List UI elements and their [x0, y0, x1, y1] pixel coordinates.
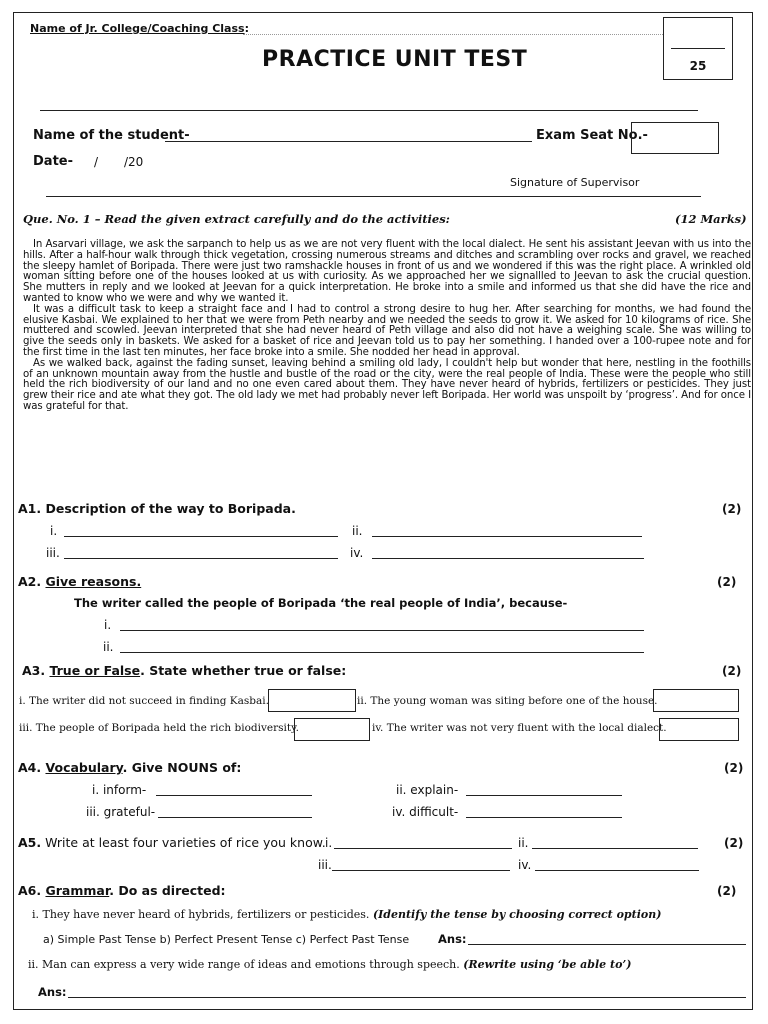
a1-heading: A1. Description of the way to Boripada.: [18, 501, 296, 516]
a4-word: iii. grateful-: [86, 805, 156, 819]
student-name-line[interactable]: [165, 141, 532, 142]
a3-answer-box[interactable]: [659, 718, 739, 741]
a3-heading: A3. True or False. State whether true or false:: [22, 663, 347, 678]
a4-answer-line[interactable]: [466, 817, 622, 818]
a3-statement: iii. The people of Boripada held the rich biodiversity.: [19, 722, 299, 734]
date-label: Date-: [33, 154, 73, 169]
college-label: Name of Jr. College/Coaching Class:: [30, 22, 249, 35]
a3-answer-box[interactable]: [268, 689, 356, 712]
passage-paragraph: As we walked back, against the fading sunset, leaving behind a smiling old lady, I couldn't help but wonder that here, nestling in the foothills of an unknown mountain away from the hustle and bustle of the road or the city, were the real people of India. These were the people who still held the rich biodiversity of our land and no one even cared about them. They have never heard of hybrids, fertilizers or pesticides. They just grew their rice and ate what they got. The old lady we met had probably never left Boripada. Her world was unspoilt by ‘progress’. And for once I was grateful for that.: [23, 357, 751, 412]
passage: [23, 240, 751, 413]
a2-heading: A2. Give reasons.: [18, 574, 142, 589]
a1-item-label: i.: [50, 524, 58, 538]
a6-heading: A6. Grammar. Do as directed:: [18, 883, 226, 898]
a2-item-label: i.: [104, 618, 112, 632]
a1-item-label: iv.: [350, 546, 364, 560]
a1-answer-line[interactable]: [372, 536, 642, 537]
a4-word: i. inform-: [92, 783, 147, 797]
a2-answer-line[interactable]: [120, 652, 644, 653]
a1-answer-line[interactable]: [64, 536, 338, 537]
passage-paragraph: In Asarvari village, we ask the sarpanch to help us as we are not very fluent with the local dialect. He sent his assistant Jeevan with us into the hills. After a half-hour walk through thick vegetation, crossing numerous streams and ditches and scrambling over rocks and gravel, we reached the sleepy hamlet of Boripada. There were just two ramshackle houses in front of us and we wondered if this was the right place. A wrinkled old woman sitting before one of the houses looked at us with curiosity. As we approached her we signallled to Jeevan to ask the crucial question. She mutters in reply and we looked at Jeevan for a quick interpretation. He broke into a smile and informed us that she did have the rice and wanted to know who we were and why we wanted it.: [23, 239, 751, 304]
a5-marks: (2): [724, 836, 744, 850]
page-title: PRACTICE UNIT TEST: [262, 47, 528, 72]
a5-item-label: iv.: [518, 858, 532, 872]
a5-item-label: ii.: [518, 836, 529, 850]
a5-answer-line[interactable]: [334, 848, 512, 849]
a4-word: ii. explain-: [396, 783, 459, 797]
student-name-label: Name of the student-: [33, 128, 190, 143]
exam-seat-label: Exam Seat No.-: [536, 128, 648, 143]
a2-item-label: ii.: [103, 640, 114, 654]
supervisor-signature-label: Signature of Supervisor: [510, 176, 640, 189]
a4-answer-line[interactable]: [466, 795, 622, 796]
a3-statement: iv. The writer was not very fluent with the local dialect.: [372, 722, 667, 734]
a4-answer-line[interactable]: [156, 795, 312, 796]
a5-heading: A5. Write at least four varieties of rice you know.: [18, 835, 326, 850]
a3-statement: i. The writer did not succeed in finding Kasbai.: [19, 695, 269, 707]
a4-word: iv. difficult-: [392, 805, 459, 819]
a3-answer-box[interactable]: [653, 689, 739, 712]
a4-heading: A4. Vocabulary. Give NOUNS of:: [18, 760, 242, 775]
a3-marks: (2): [722, 664, 742, 678]
a1-answer-line[interactable]: [64, 558, 338, 559]
a6-marks: (2): [717, 884, 737, 898]
date-slash: /: [94, 155, 99, 169]
a6-question: ii. Man can express a very wide range of ideas and emotions through speech. (Rewrite using ‘be able to’): [28, 958, 632, 971]
a3-answer-box[interactable]: [294, 718, 370, 741]
a6-answer-line[interactable]: [468, 944, 746, 945]
signature-line[interactable]: [46, 196, 701, 197]
score-box[interactable]: [663, 17, 733, 80]
exam-seat-box[interactable]: [631, 122, 719, 154]
question-label: Que. No. 1 – Read the given extract carefully and do the activities:: [23, 212, 450, 226]
passage-paragraph: It was a difficult task to keep a straight face and I had to control a strong desire to hug her. After searching for months, we had found the elusive Kasbai. We explained to her that we were from Peth nearby and we needed the seeds to grow it. We asked for 10 kilograms of rice. She muttered and scowled. Jeevan interpreted that she had never heard of Peth village and also did not have a weighing scale. She was willing to give the seeds only in baskets. We asked for a basket of rice and Jeevan told us to pay her something. I handed over a 100-rupee note and for the first time in the last ten minutes, her face broke into a smile. She nodded her head in approval.: [23, 303, 751, 358]
a6-answer-line[interactable]: [68, 997, 746, 998]
a5-answer-line[interactable]: [532, 848, 698, 849]
a1-item-label: iii.: [46, 546, 60, 560]
college-line[interactable]: [243, 34, 663, 35]
a4-marks: (2): [724, 761, 744, 775]
a6-options: a) Simple Past Tense b) Perfect Present Tense c) Perfect Past Tense: [43, 933, 410, 946]
a6-answer-label: Ans:: [438, 932, 467, 946]
a4-answer-line[interactable]: [158, 817, 312, 818]
a6-question: i. They have never heard of hybrids, fertilizers or pesticides. (Identify the tense by choosing correct option): [32, 908, 662, 921]
a6-answer-label: Ans:: [38, 985, 67, 999]
a5-item-label: iii.: [318, 858, 332, 872]
a1-marks: (2): [722, 502, 742, 516]
a5-answer-line[interactable]: [332, 870, 510, 871]
a2-answer-line[interactable]: [120, 630, 644, 631]
a1-answer-line[interactable]: [372, 558, 644, 559]
a3-statement: ii. The young woman was siting before one of the house.: [357, 695, 658, 707]
a1-item-label: ii.: [352, 524, 363, 538]
a2-marks: (2): [717, 575, 737, 589]
question-marks: (12 Marks): [675, 212, 747, 226]
a5-answer-line[interactable]: [535, 870, 699, 871]
date-year: /20: [124, 155, 144, 169]
a2-prompt: The writer called the people of Boripada ‘the real people of India’, because-: [74, 596, 568, 610]
a5-item-label: i.: [325, 836, 333, 850]
score-total: 25: [689, 59, 707, 73]
college-name-line[interactable]: [40, 110, 698, 111]
score-obtained-line[interactable]: [671, 48, 725, 49]
